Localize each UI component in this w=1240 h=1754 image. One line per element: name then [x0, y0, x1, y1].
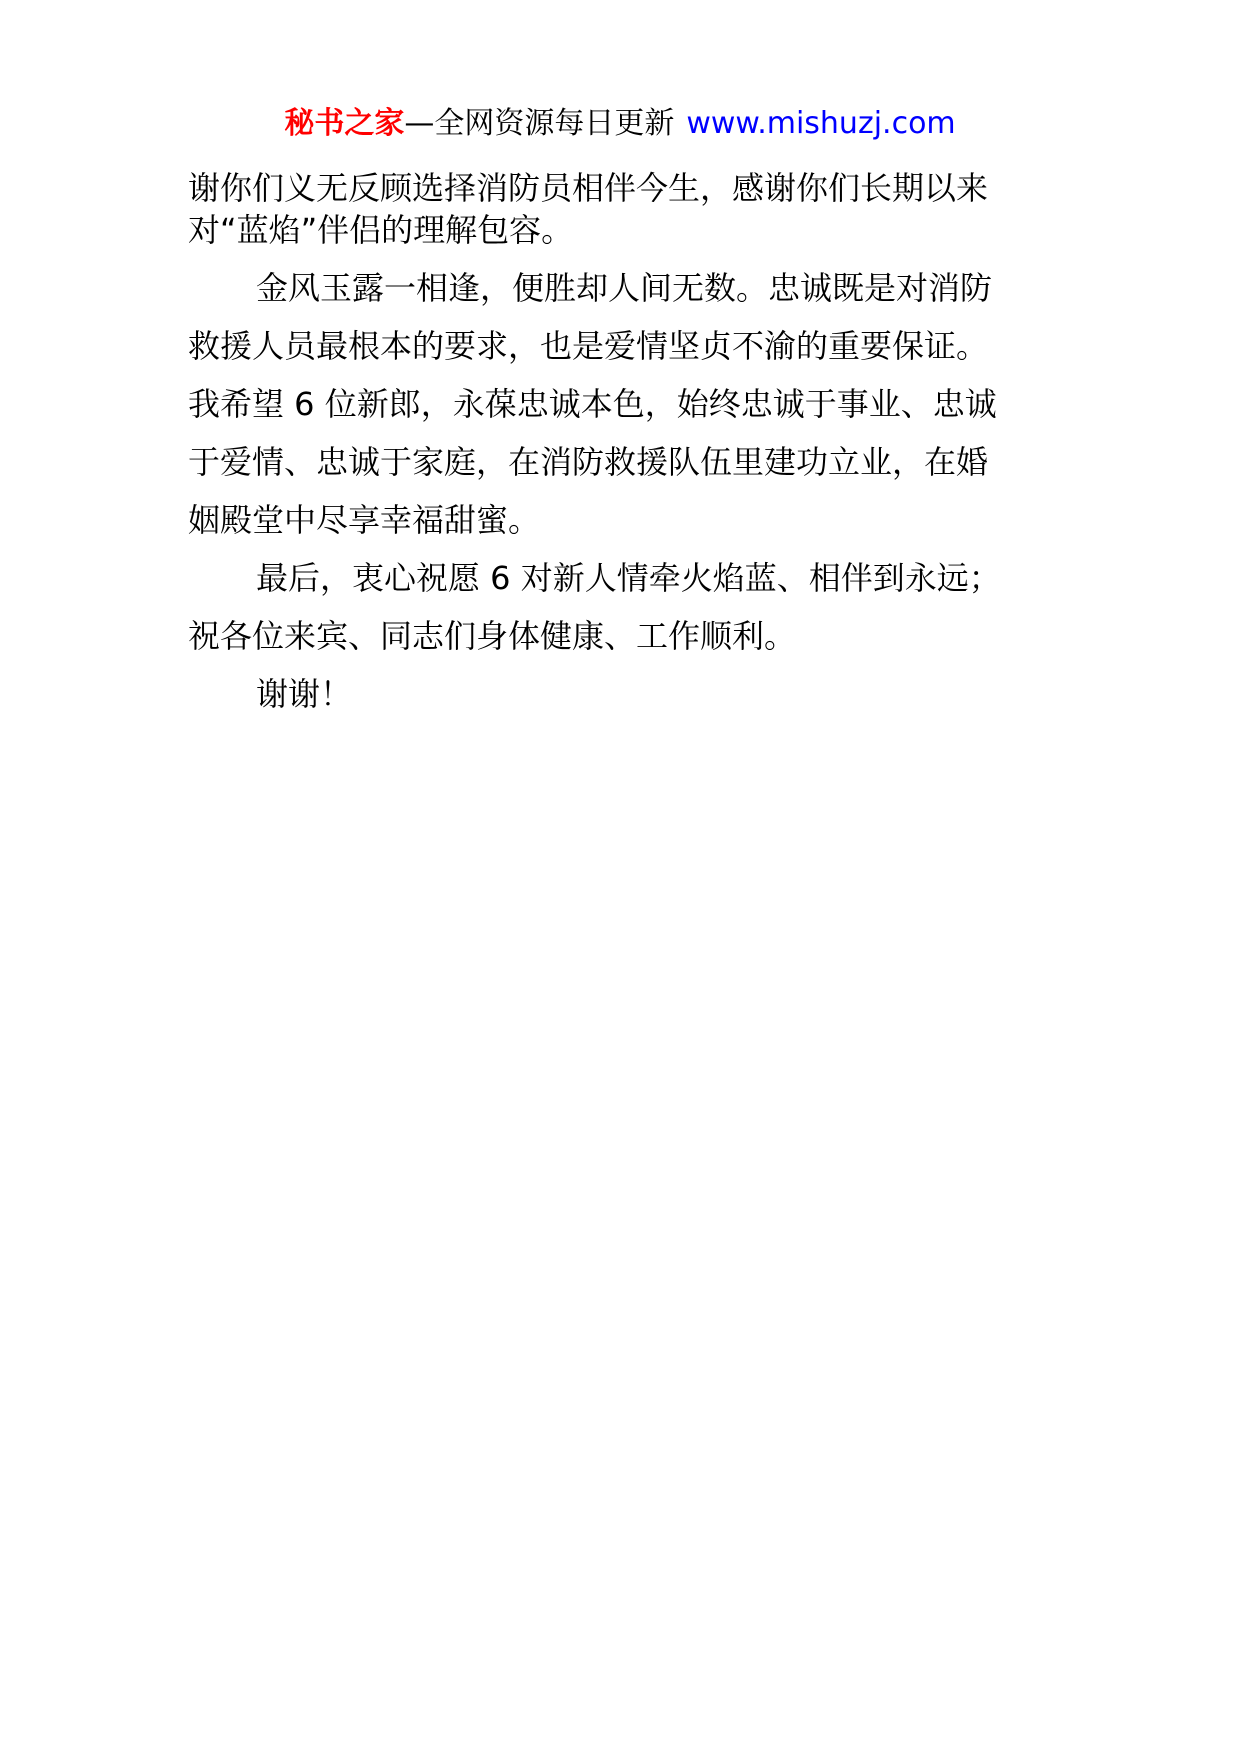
brand-name: 秘书之家 [284, 106, 405, 141]
body-line: 我希望 6 位新郎，永葆忠诚本色，始终忠诚于事业、忠诚 [188, 385, 997, 423]
site-url-link[interactable]: www.mishuzj.com [686, 106, 956, 141]
site-header [0, 100, 1240, 148]
body-line: 姻殿堂中尽享幸福甜蜜。 [188, 501, 541, 539]
body-line: 对“蓝焰”伴侣的理解包容。 [188, 211, 574, 249]
body-line: 救援人员最根本的要求，也是爱情坚贞不渝的重要保证。 [188, 327, 989, 365]
paragraph-start-line: 最后，衷心祝愿 6 对新人情牵火焰蓝、相伴到永远； [256, 559, 1001, 597]
body-line: 谢你们义无反顾选择消防员相伴今生，感谢你们长期以来 [188, 169, 989, 207]
body-line: 于爱情、忠诚于家庭，在消防救援队伍里建功立业，在婚 [188, 443, 989, 481]
header-tagline: —全网资源每日更新 [404, 106, 675, 141]
body-line: 祝各位来宾、同志们身体健康、工作顺利。 [188, 617, 797, 655]
paragraph-start-line: 金风玉露一相逢，便胜却人间无数。忠诚既是对消防 [256, 269, 993, 307]
closing-line: 谢谢！ [256, 675, 353, 713]
